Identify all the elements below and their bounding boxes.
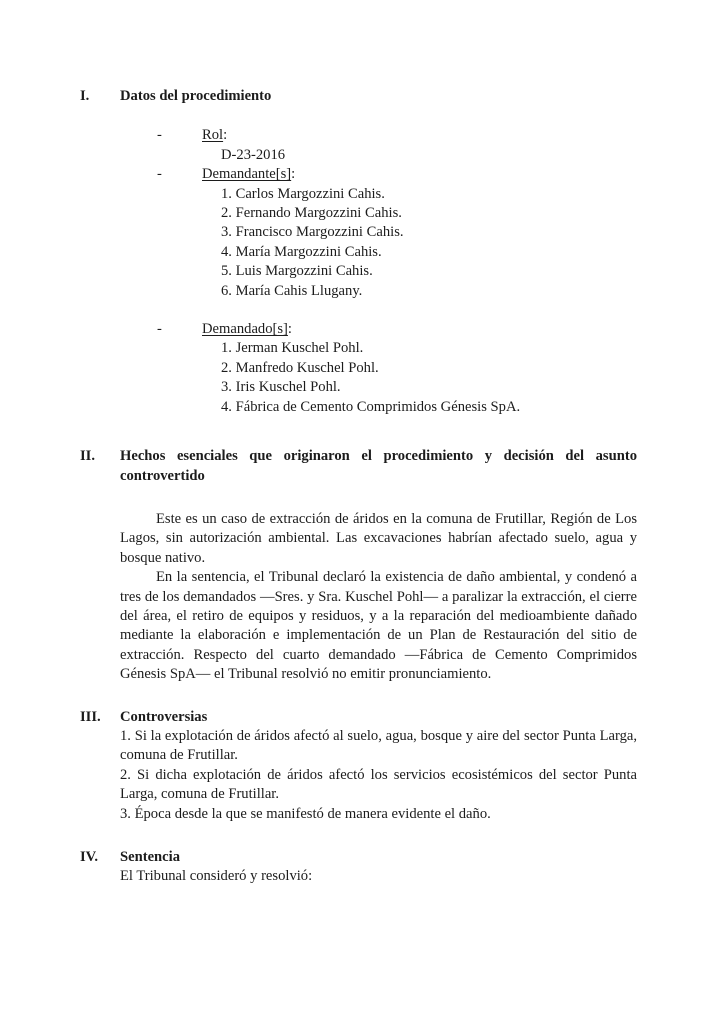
section-numeral: III. — [80, 708, 101, 725]
plaintiff-item: 1. Carlos Margozzini Cahis. — [221, 185, 385, 202]
defendant-item: 1. Jerman Kuschel Pohl. — [221, 340, 364, 357]
section-numeral: I. — [80, 88, 90, 104]
demandados-list — [120, 320, 637, 417]
rol-value: D-23-2016 — [221, 146, 286, 163]
section-title: Hechos esenciales que originaron el procedimiento y decisión del asunto controvertido — [120, 448, 637, 484]
section-body — [120, 510, 637, 685]
demandantes-term — [202, 165, 295, 184]
rol-label: Rol — [202, 127, 224, 144]
demandantes-label: Demandante[s] — [202, 166, 292, 183]
defendant-item: 3. Iris Kuschel Pohl. — [221, 379, 341, 396]
section-heading — [80, 848, 637, 867]
paragraph: En la sentencia, el Tribunal declaró la existencia de daño ambiental, y condenó a tres de los demandados —Sres. y Sra. Kuschel Pohl— a paralizar la extracción, el cierre del área, el retiro de equipos y residuos, y a la reparación del medioambiente dañado mediante la elaboración e implementación de un Plan de Restauración del sitio de extracción. Respecto del cuarto demandado —Fábrica de Cemento Comprimidos Génesis SpA— el Tribunal resolvió no emitir pronunciamiento. — [120, 569, 637, 683]
plaintiff-item: 5. Luis Margozzini Cahis. — [221, 263, 373, 280]
section-title: Controversias — [120, 708, 208, 725]
controversy-item: 1. Si la explotación de áridos afectó al suelo, agua, bosque y aire del sector Punta Larga, comuna de Frutillar. — [120, 727, 637, 764]
plaintiff-item: 6. María Cahis Llugany. — [221, 282, 363, 299]
plaintiff-item: 4. María Margozzini Cahis. — [221, 243, 382, 260]
section-body — [120, 867, 637, 886]
rol-colon: : — [223, 127, 228, 144]
list-item-demandantes — [120, 165, 637, 184]
dash-bullet: - — [157, 127, 162, 144]
section-heading — [80, 87, 637, 106]
demandantes-colon: : — [291, 166, 296, 183]
controversy-item: 2. Si dicha explotación de áridos afectó los servicios ecosistémicos del sector Punta Larga, comuna de Frutillar. — [120, 766, 637, 803]
section-body — [120, 727, 637, 824]
defendant-item: 2. Manfredo Kuschel Pohl. — [221, 359, 379, 376]
section-title: Sentencia — [120, 849, 180, 865]
section-controversias — [80, 708, 637, 824]
plaintiff-item: 3. Francisco Margozzini Cahis. — [221, 224, 404, 241]
sentencia-intro: El Tribunal consideró y resolvió: — [120, 868, 313, 885]
rol-term — [202, 126, 227, 145]
demandados-term — [202, 320, 292, 339]
section-body — [120, 126, 637, 417]
section-heading — [80, 447, 637, 486]
list-item-rol — [120, 126, 637, 145]
rol-demandantes-list — [120, 126, 637, 301]
section-numeral: II. — [80, 448, 96, 465]
plaintiff-item: 2. Fernando Margozzini Cahis. — [221, 205, 402, 222]
section-sentencia — [80, 848, 637, 887]
dash-bullet: - — [157, 166, 162, 183]
list-item-demandados — [120, 320, 637, 339]
section-title: Datos del procedimiento — [120, 88, 272, 104]
demandados-colon: : — [287, 321, 292, 338]
section-hechos-esenciales — [80, 447, 637, 684]
dash-bullet: - — [157, 321, 162, 338]
demandados-label: Demandado[s] — [202, 321, 288, 338]
defendant-item: 4. Fábrica de Cemento Comprimidos Génesis SpA. — [221, 398, 521, 415]
controversy-item: 3. Época desde la que se manifestó de manera evidente el daño. — [120, 805, 491, 822]
section-heading — [80, 708, 637, 727]
paragraph: Este es un caso de extracción de áridos en la comuna de Frutillar, Región de Los Lagos, sin autorización ambiental. Las excavaciones habrían afectado suelo, agua y bosque nativo. — [120, 510, 637, 566]
section-datos-del-procedimiento — [80, 87, 637, 417]
section-numeral: IV. — [80, 849, 98, 865]
